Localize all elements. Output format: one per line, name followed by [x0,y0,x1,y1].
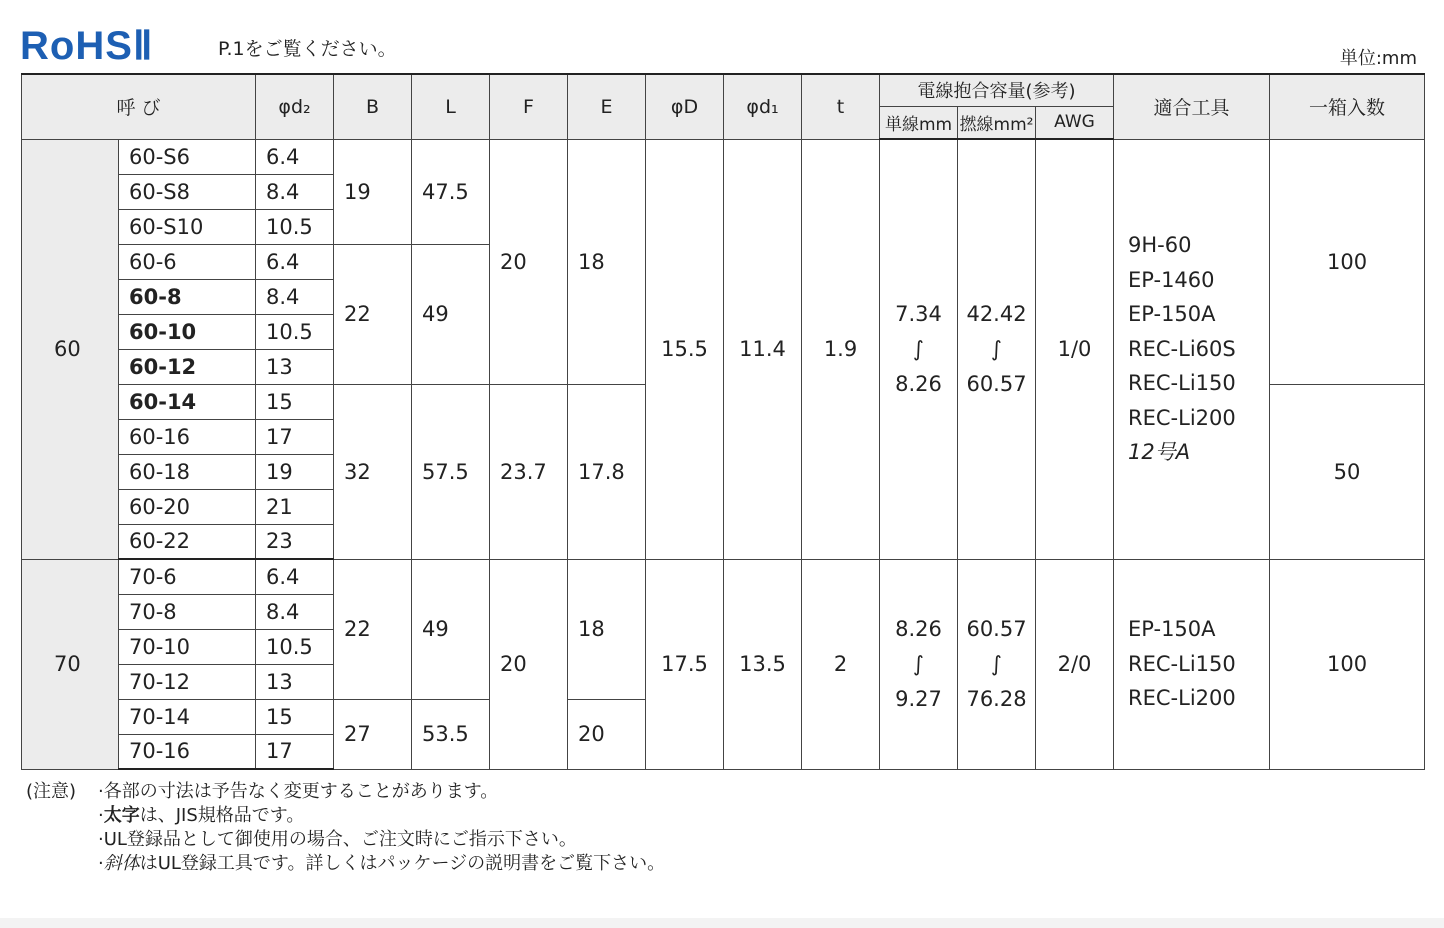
notes-label: (注意) [26,781,77,802]
tool-item: EP-1460 [1128,267,1215,292]
table-row-d2: 21 [256,489,334,524]
cell-d: 15.5 [646,139,724,559]
header-d: φD [646,74,724,139]
table-row-name: 60-20 [119,489,256,524]
table-row-name: 60-12 [119,349,256,384]
cell-qty: 50 [1270,384,1425,559]
range-mark: ∫ [913,651,924,676]
cell-tools [1114,559,1270,769]
table-row-name: 60-18 [119,454,256,489]
header-t: t [802,74,880,139]
stranded-max: 76.28 [966,686,1027,711]
cell-b: 32 [334,384,412,559]
cell-l: 49 [412,244,490,384]
note-text: ·各部の寸法は予告なく変更することがあります。 [98,781,499,802]
table-row-d2: 13 [256,664,334,699]
range-mark: ∫ [991,336,1002,361]
table-row-d2: 19 [256,454,334,489]
tool-item-ul: 12号A [1128,440,1191,465]
cell-d: 17.5 [646,559,724,769]
note-line-3 [26,828,665,852]
bullet: · [98,853,104,874]
tool-item: REC-Li200 [1128,405,1236,430]
spec-table [21,73,1425,770]
note-italic-word: 斜体 [103,853,140,874]
table-row-d2: 17 [256,734,334,769]
stranded-min: 60.57 [966,616,1027,641]
cell-single-range [880,139,958,559]
header-d1: φd₁ [724,74,802,139]
header-stranded: 撚線mm² [958,106,1036,139]
note-line-1 [26,780,665,804]
table-row-name: 60-8 [119,279,256,314]
table-row-name: 70-6 [119,559,256,594]
table-row-d2: 6.4 [256,139,334,174]
header-l: L [412,74,490,139]
tool-item: REC-Li150 [1128,651,1236,676]
table-row-d2: 6.4 [256,244,334,279]
note-text: はUL登録工具です。詳しくはパッケージの説明書をご覧下さい。 [139,853,666,874]
cell-awg: 1/0 [1036,139,1114,559]
reference-note: P.1をご覧ください。 [218,38,397,60]
header-awg: AWG [1036,106,1114,139]
single-min: 7.34 [895,301,942,326]
tool-item: EP-150A [1128,617,1216,642]
table-row-d2: 10.5 [256,629,334,664]
note-text: ·UL登録品として御使用の場合、ご注文時にご指示下さい。 [98,829,577,850]
table-row-name: 70-16 [119,734,256,769]
table-row-d2: 10.5 [256,209,334,244]
cell-e: 18 [568,139,646,384]
cell-e: 18 [568,559,646,699]
table-row-d2: 15 [256,384,334,419]
cell-f: 23.7 [490,384,568,559]
table-row-name: 60-16 [119,419,256,454]
table-row-d2: 6.4 [256,559,334,594]
single-max: 9.27 [895,686,942,711]
cell-single-range [880,559,958,769]
tool-item: EP-150A [1128,302,1216,327]
unit-label: 単位:mm [1339,48,1417,69]
header-name: 呼 び [22,74,256,139]
cell-stranded-range [958,559,1036,769]
cell-qty: 100 [1270,559,1425,769]
table-row-d2: 23 [256,524,334,559]
cell-b: 22 [334,244,412,384]
range-mark: ∫ [913,336,924,361]
header-e: E [568,74,646,139]
table-row-name: 70-8 [119,594,256,629]
table-row-name: 60-10 [119,314,256,349]
header-single: 単線mm [880,106,958,139]
header-tool: 適合工具 [1114,74,1270,139]
header-capacity-group: 電線抱合容量(参考) [880,74,1114,106]
tool-item: REC-Li150 [1128,371,1236,396]
table-row-name: 60-6 [119,244,256,279]
table-row-d2: 8.4 [256,279,334,314]
note-text: は、JIS規格品です。 [139,805,305,826]
cell-f: 20 [490,139,568,384]
table-row-name: 60-14 [119,384,256,419]
tool-item: REC-Li60S [1128,336,1236,361]
header-qty: 一箱入数 [1270,74,1425,139]
cell-f: 20 [490,559,568,769]
table-row-d2: 17 [256,419,334,454]
stranded-max: 60.57 [966,371,1027,396]
header-d2: φd₂ [256,74,334,139]
cell-qty: 100 [1270,139,1425,384]
cell-b: 27 [334,699,412,769]
table-row-d2: 8.4 [256,174,334,209]
table-row-name: 60-22 [119,524,256,559]
single-max: 8.26 [895,371,942,396]
stranded-min: 42.42 [966,301,1027,326]
cell-stranded-range [958,139,1036,559]
header-b: B [334,74,412,139]
table-row-name: 60-S10 [119,209,256,244]
table-row-d2: 13 [256,349,334,384]
tool-item: 9H-60 [1128,233,1192,258]
cell-tools [1114,139,1270,559]
note-line-4 [26,852,665,876]
single-min: 8.26 [895,616,942,641]
cell-l: 49 [412,559,490,699]
cell-l: 47.5 [412,139,490,244]
tool-item: REC-Li200 [1128,686,1236,711]
table-row-name: 70-14 [119,699,256,734]
table-row-name: 70-10 [119,629,256,664]
table-row-d2: 10.5 [256,314,334,349]
bullet: · [98,805,104,826]
rohs-logo: RoHSⅡ [20,24,154,68]
note-bold-word: 太字 [103,805,140,826]
cell-t: 2 [802,559,880,769]
table-row-name: 60-S6 [119,139,256,174]
cell-b: 19 [334,139,412,244]
cell-awg: 2/0 [1036,559,1114,769]
table-row-d2: 15 [256,699,334,734]
size-60: 60 [22,139,119,559]
cell-e: 17.8 [568,384,646,559]
cell-l: 57.5 [412,384,490,559]
table-row-d2: 8.4 [256,594,334,629]
cell-t: 1.9 [802,139,880,559]
notes [26,780,665,876]
size-70: 70 [22,559,119,769]
table-row-name: 60-S8 [119,174,256,209]
note-line-2 [26,804,665,828]
table-row-name: 70-12 [119,664,256,699]
cell-d1: 11.4 [724,139,802,559]
header-f: F [490,74,568,139]
footer-bar [0,918,1444,928]
cell-d1: 13.5 [724,559,802,769]
cell-b: 22 [334,559,412,699]
range-mark: ∫ [991,651,1002,676]
cell-e: 20 [568,699,646,769]
cell-l: 53.5 [412,699,490,769]
